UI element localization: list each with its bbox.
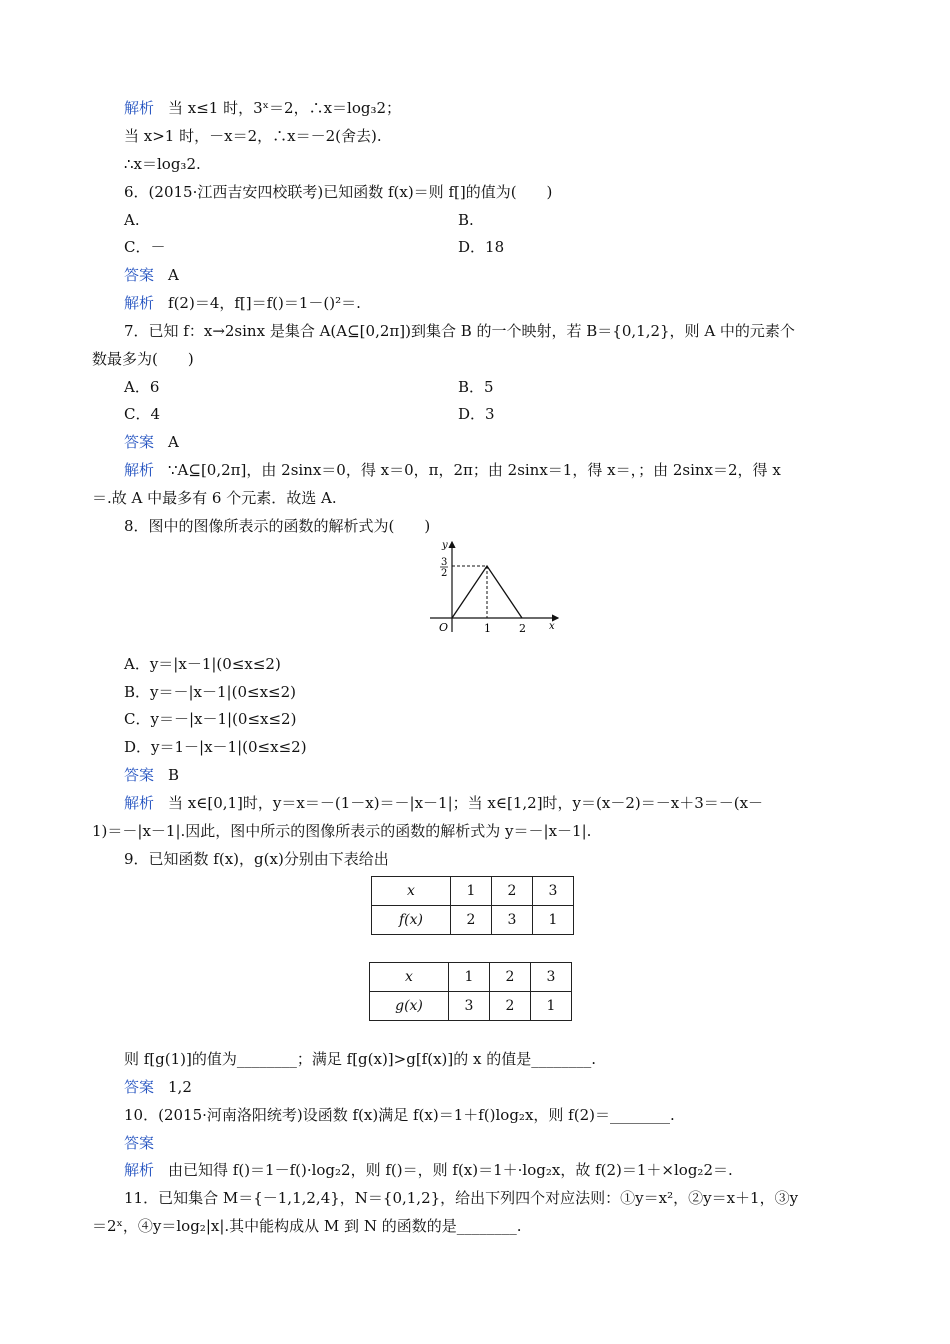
q6-option-a: A.	[124, 211, 140, 229]
question-9: 9．已知函数 f(x)，g(x)分别由下表给出	[124, 850, 389, 868]
table-cell: g(x)	[370, 992, 449, 1021]
question-8: 8．图中的图像所表示的函数的解析式为( )	[124, 517, 431, 535]
table-cell: 2	[451, 906, 492, 935]
table-cell: 1	[533, 906, 574, 935]
table-f-value-row	[372, 906, 574, 935]
q6-option-c: C．－	[124, 238, 166, 256]
solution-text: 当 x∈[0,1]时，y＝x＝－(1－x)＝－|x－1|；当 x∈[1,2]时，y＝(x－2)＝－x＋3＝－(x－	[168, 794, 764, 812]
solution-label: 解析	[124, 1161, 155, 1179]
q7-option-a: A．6	[124, 378, 160, 396]
table-f	[371, 876, 574, 935]
table-g-header-row	[370, 963, 572, 992]
table-cell: 3	[492, 906, 533, 935]
q6-solution	[124, 293, 361, 313]
table-cell: 3	[449, 992, 490, 1021]
x-tick-2: 2	[519, 622, 526, 635]
answer-value: B	[168, 766, 180, 784]
q8-answer	[124, 765, 179, 785]
table-cell: 3	[533, 877, 574, 906]
question-7-line-2: 数最多为( )	[92, 350, 194, 368]
table-cell: x	[370, 963, 449, 992]
q6-answer	[124, 265, 179, 285]
q10-answer	[124, 1133, 154, 1153]
table-cell: 2	[490, 992, 531, 1021]
answer-value: A	[168, 433, 179, 451]
q8-solution-line-2: 1)＝－|x－1|.因此，图中所示的图像所表示的函数的解析式为 y＝－|x－1|.	[92, 822, 592, 840]
q8-solution-line-1	[124, 793, 763, 813]
answer-label: 答案	[124, 433, 155, 451]
answer-label: 答案	[124, 1134, 155, 1152]
q6-option-b: B.	[458, 211, 474, 229]
q7-answer	[124, 432, 179, 452]
answer-label: 答案	[124, 266, 155, 284]
q7-option-c: C．4	[124, 405, 161, 423]
q9-answer	[124, 1077, 192, 1097]
line-3: ∴x＝log₃2.	[124, 155, 201, 173]
q9-fill-blank: 则 f[g(1)]的值为________；满足 f[g(x)]>g[f(x)]的 x 的值是________.	[124, 1050, 597, 1068]
table-g-value-row	[370, 992, 572, 1021]
question-10: 10．(2015·河南洛阳统考)设函数 f(x)满足 f(x)＝1＋f()log₂x，则 f(2)＝________.	[124, 1106, 675, 1124]
answer-label: 答案	[124, 766, 155, 784]
table-cell: 3	[531, 963, 572, 992]
table-cell: 2	[492, 877, 533, 906]
table-cell: 1	[451, 877, 492, 906]
solution-label: 解析	[124, 461, 155, 479]
question-6: 6．(2015·江西吉安四校联考)已知函数 f(x)＝则 f[]的值为( )	[124, 183, 553, 201]
q8-option-c: C．y＝－|x－1|(0≤x≤2)	[124, 710, 297, 728]
solution-text: ∵A⊆[0,2π]，由 2sinx＝0，得 x＝0，π，2π；由 2sinx＝1，得 x＝，；由 2sinx＝2，得 x	[168, 461, 781, 479]
question-11-line-2: ＝2ˣ，④y＝log₂|x|.其中能构成从 M 到 N 的函数的是________.	[92, 1217, 522, 1235]
solution-label: 解析	[124, 294, 155, 312]
y-tick-denominator: 2	[441, 568, 448, 579]
origin-label: O	[439, 621, 449, 634]
x-tick-1: 1	[484, 622, 491, 635]
solution-label: 解析	[124, 99, 155, 117]
answer-value: 1,2	[168, 1078, 192, 1096]
x-axis-label: x	[549, 621, 555, 632]
answer-value: A	[168, 266, 179, 284]
table-cell: 1	[449, 963, 490, 992]
q10-solution	[124, 1160, 733, 1180]
solution-text: 由已知得 f()＝1－f()·log₂2，则 f()＝，则 f(x)＝1＋·log₂x，故 f(2)＝1＋×log₂2＝.	[168, 1161, 733, 1179]
answer-label: 答案	[124, 1078, 155, 1096]
q6-option-d: D．18	[458, 238, 505, 256]
table-cell: f(x)	[372, 906, 451, 935]
table-g	[369, 962, 572, 1021]
line-1	[124, 98, 401, 118]
q8-option-d: D．y＝1－|x－1|(0≤x≤2)	[124, 738, 307, 756]
y-tick-numerator: 3	[441, 557, 448, 568]
table-cell: x	[372, 877, 451, 906]
q8-option-b: B．y＝－|x－1|(0≤x≤2)	[124, 683, 296, 701]
y-axis-label: y	[442, 540, 448, 551]
table-cell: 2	[490, 963, 531, 992]
question-7-line-1: 7．已知 f：x→2sinx 是集合 A(A⊆[0,2π])到集合 B 的一个映射，若 B＝{0,1,2}，则 A 中的元素个	[124, 322, 795, 340]
table-cell: 1	[531, 992, 572, 1021]
solution-text: f(2)＝4，f[]＝f()＝1－()²＝.	[168, 294, 361, 312]
table-f-header-row	[372, 877, 574, 906]
solution-label: 解析	[124, 794, 155, 812]
line-2: 当 x>1 时，－x＝2，∴x＝－2(舍去).	[124, 127, 382, 145]
function-graph	[418, 536, 568, 636]
q7-solution-line-1	[124, 460, 781, 480]
q7-option-b: B．5	[458, 378, 494, 396]
q8-option-a: A．y＝|x－1|(0≤x≤2)	[124, 655, 281, 673]
question-11-line-1: 11．已知集合 M＝{－1,1,2,4}，N＝{0,1,2}，给出下列四个对应法则：①y＝x²，②y＝x＋1，③y	[124, 1189, 799, 1207]
q7-solution-line-2: ＝.故 A 中最多有 6 个元素．故选 A.	[92, 489, 337, 507]
solution-text: 当 x≤1 时，3ˣ＝2，∴x＝log₃2；	[168, 99, 402, 117]
q7-option-d: D．3	[458, 405, 495, 423]
